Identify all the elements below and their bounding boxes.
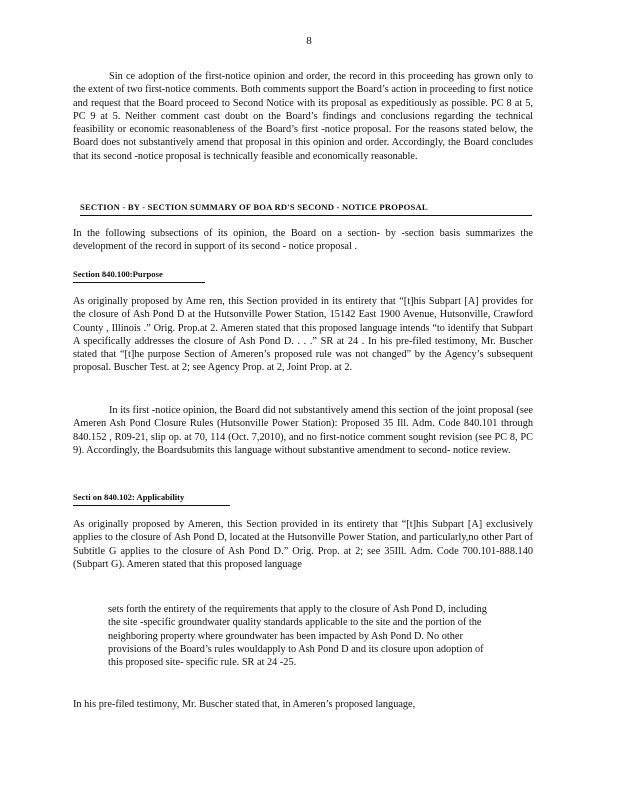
subsections-paragraph: In the following subsections of its opinion, the Board on a section- by -section basis summarizes the development of the record in support of its second - notice proposal . [73, 228, 533, 253]
section-840-100-heading: Section 840.100:Purpose [73, 268, 205, 283]
page-number: 8 [306, 35, 312, 47]
intro-paragraph: Sin ce adoption of the first-notice opinion and order, the record in this proceeding has grown only to the extent of two first-notice comments. Both comments support the Board’s action in proceeding to first notice and request that the Board proceed to Second Notice with its proposal as expeditiously as possible. PC 8 at 5, PC 9 at 5. Neither comment cast doubt on the Board’s findings and conclusions regarding the technical feasibility or economic reasonableness of the Board’s first -notice proposal. For the reasons stated below, the Board does not substantively amend that proposal in this opinion and order. Accordingly, the Board concludes that its second -notice proposal is technically feasible and economically reasonable. [73, 71, 533, 162]
applicability-paragraph-2: In his pre-filed testimony, Mr. Buscher stated that, in Ameren’s proposed language, [73, 699, 416, 710]
section-840-102-heading: Secti on 840.102: Applicability [73, 491, 230, 506]
section-by-section-heading: SECTION - BY - SECTION SUMMARY OF BOA RD'S SECOND - NOTICE PROPOSAL [80, 201, 532, 216]
applicability-paragraph-1: As originally proposed by Ameren, this Section provided in its entirety that “[t]his Subpart [A] exclusively applies to the closure of Ash Pond D, located at the Hutsonville Power Station, and particularly,no other Part of Subtitle G applies to the closure of Ash Pond D.” Orig. Prop. at 2; see 35Ill. Adm. Code 700.101-888.140 (Subpart G). Ameren stated that this proposed language [73, 519, 533, 570]
block-quote: sets forth the entirety of the requirements that apply to the closure of Ash Pond D, including the site -specific groundwater quality standards applicable to the site and the portion of the neighboring property where groundwater has been impacted by Ash Pond D. No other provisions of the Board’s rules wouldapply to Ash Pond D and its closure upon adoption of this proposed site- specific rule. SR at 24 -25. [108, 604, 487, 669]
purpose-paragraph-2: In its first -notice opinion, the Board did not substantively amend this section of the joint proposal (see Ameren Ash Pond Closure Rules (Hutsonville Power Station): Proposed 35 Ill. Adm. Code 840.101 through 840.152 , R09-21, slip op. at 70, 114 (Oct. 7,2010), and no first-notice comment sought revision (see PC 8, PC 9). Accordingly, the Boardsubmits this language without substantive amendment to second- notice review. [73, 405, 533, 456]
purpose-paragraph-1: As originally proposed by Ame ren, this Section provided in its entirety that “[t]his Subpart [A] provides for the closure of Ash Pond D at the Hutsonville Power Station, 15142 East 1900 Avenue, Hutsonville, Crawford County , Illinois .” Orig. Prop.at 2. Ameren stated that this proposed language intends “to identify that Subpart A specifically addresses the closure of Ash Pond D. . . .” SR at 24 . In his pre-filed testimony, Mr. Buscher stated that “[t]he purpose Section of Ameren’s proposed rule was not changed” by the Agency’s subsequent proposal. Buscher Test. at 2; see Agency Prop. at 2, Joint Prop. at 2. [73, 296, 533, 374]
